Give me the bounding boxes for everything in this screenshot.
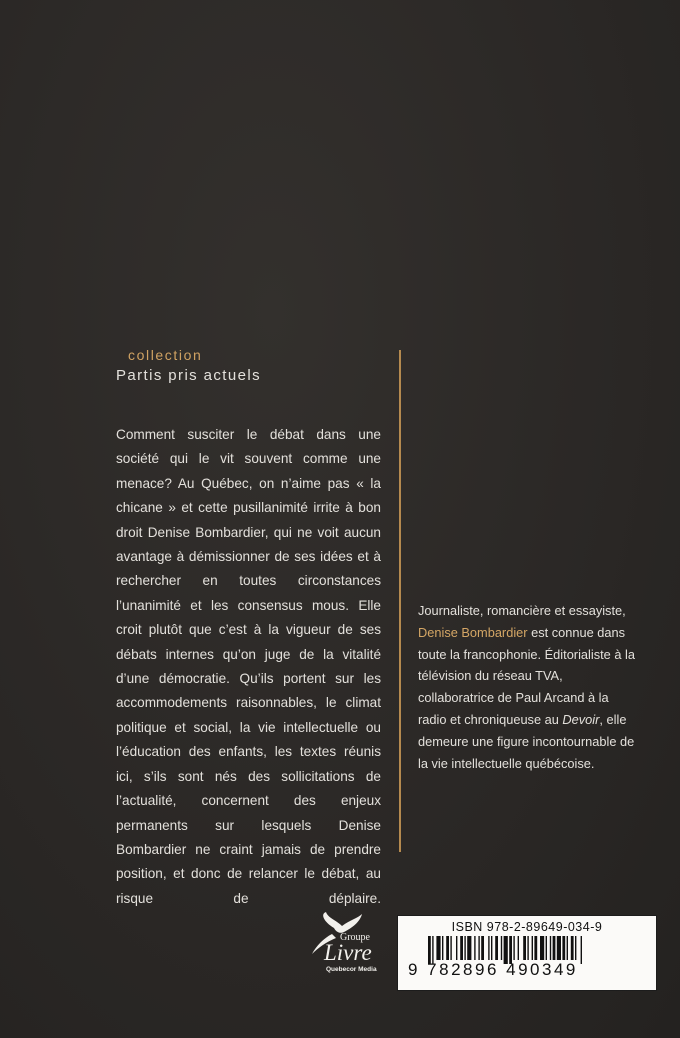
barcode-bar: [513, 936, 514, 960]
newspaper-name: Devoir: [562, 711, 600, 727]
isbn-label: ISBN 978-2-89649-034-9: [451, 920, 603, 934]
barcode-bar: [527, 936, 528, 960]
bio-text-3: , elle demeure une figure incontournable de la vie intellectuelle québécoise.: [418, 711, 635, 771]
collection-label: collection: [128, 347, 203, 363]
barcode-bar: [464, 936, 465, 960]
barcode-bar: [450, 936, 451, 960]
author-bio: [418, 600, 640, 774]
barcode-bar: [532, 936, 533, 960]
barcode-bar: [567, 936, 568, 960]
barcode-bar: [446, 936, 449, 960]
author-name: Denise Bombardier: [418, 624, 528, 640]
publisher-groupe: Groupe: [340, 932, 370, 943]
barcode-bar: [534, 936, 537, 960]
publisher-livre: Livre: [324, 940, 372, 965]
barcode-bar: [518, 936, 519, 960]
barcode-bar: [550, 936, 551, 960]
publisher-quebecor: Quebecor Media: [326, 966, 377, 973]
barcode-bar: [557, 936, 561, 960]
barcode-bar: [456, 936, 457, 960]
vertical-divider: [399, 350, 401, 852]
isbn-barcode: [397, 915, 657, 991]
barcode-bar: [474, 936, 475, 960]
blurb-text-block: [116, 423, 381, 911]
barcode-bar: [553, 936, 556, 960]
publisher-logo: [306, 912, 378, 982]
barcode-bar: [436, 936, 440, 960]
barcode-bar: [488, 936, 489, 960]
barcode-bar: [540, 936, 544, 960]
barcode-bar: [546, 936, 547, 960]
barcode-bar: [481, 936, 484, 960]
blurb-paragraph: Comment susciter le débat dans une société qui le vit souvent comme une menace? Au Québec, on n’aime pas « la chicane » et cette pusillanimité irrite à bon droit Denise Bombardier, qui ne voit aucun avantage à démissionner de ses idées et à rechercher en toutes circonstances l’unanimité et les consensus mous. Elle croit plutôt que c’est à la vigueur de ses débats internes qu’on juge de la vitalité d’une démocratie. Qu’ils portent sur les accommodements raisonnables, le climat politique et social, la vie intellectuelle ou l’éducation des enfants, les textes réunis ici, s’ils sont nés des sollicitations de l’actualité, concernent des enjeux permanents sur lesquels Denise Bombardier ne craint jamais de prendre position, et donc de relancer le débat, au risque de déplaire.: [116, 427, 381, 906]
ean-digits: 9 782896 490349: [408, 960, 578, 979]
barcode-bar: [523, 936, 526, 960]
barcode-bar: [478, 936, 479, 960]
collection-name: Partis pris actuels: [116, 367, 261, 384]
barcode-bar: [571, 936, 574, 960]
barcode-bar: [491, 936, 492, 960]
barcode-bar: [501, 936, 502, 960]
bio-text-1: Journaliste, romancière et essayiste,: [418, 603, 626, 618]
barcode-bar: [460, 936, 463, 960]
barcode-bar: [495, 936, 498, 960]
barcode-bar: [575, 936, 576, 960]
barcode-bar: [562, 936, 565, 960]
barcode-bar: [442, 936, 443, 960]
bio-text-2: est connue dans toute la francophonie. Éditorialiste à la télévision du réseau TVA, collaboratrice de Paul Arcand à la radio et chroniqueuse au: [418, 624, 635, 727]
barcode-bar: [467, 936, 471, 960]
